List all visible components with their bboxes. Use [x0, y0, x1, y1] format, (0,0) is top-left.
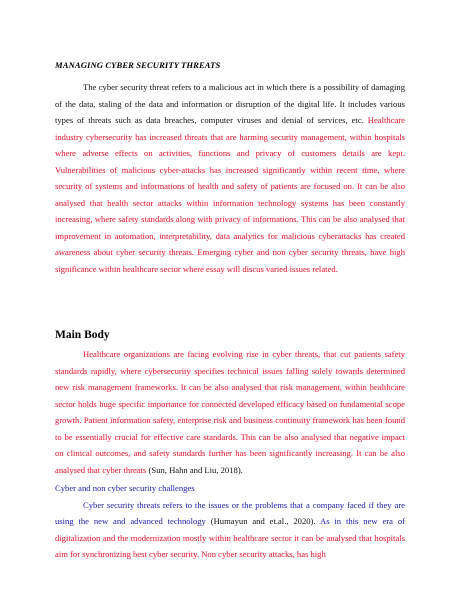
main-body-paragraph — [55, 346, 405, 478]
challenges-text-blue-tail: As in this new era of — [319, 516, 405, 526]
citation: (Sun, Hahn and Liu, 2018). — [148, 464, 243, 475]
intro-text-red: Healthcare industry cybersecurity has increased threats that are harming security management, within hospitals where adverse effects on activities, functions and privacy of customers details are kept. Vulnerabilities of malicious cyber-attacks has increased significantly within recent time, where security of systems and informations of health and safety of patients are focused on. It can be also analysed that health sector attacks within information technology systems has been constantly increasing, where safety standards along with privacy of informations. This can be also analysed that improvement in automation, interpretability, data analytics for malicious cyberattacks has created awareness about cyber security threats. Emerging cyber and non cyber security threats, have high significance within healthcare sector where essay will discus varied issues related. — [55, 115, 405, 274]
intro-paragraph — [55, 79, 405, 277]
challenges-paragraph — [55, 497, 405, 563]
main-body-heading: Main Body — [55, 329, 110, 341]
challenges-text-blue: Cyber security threats refers to the issues or the problems that a company faced if they are using the new and advanced technology — [55, 499, 405, 526]
citation-2: (Humayun and et.al., 2020). — [210, 516, 316, 526]
challenges-text-red: digitalization and the modernization mostly within healthcare sector it can be analysed that hospitals aim for synchronizing best cyber security. Non cyber security attacks, has high — [55, 532, 405, 559]
section-heading: MANAGING CYBER SECURITY THREATS — [55, 60, 221, 70]
intro-text-black: The cyber security threat refers to a malicious act in which there is a possibility of damaging of the data, staling of the data and information or disruption of the digital life. It includes various types of threats such as data breaches, computer viruses and denial of services, etc. — [55, 82, 405, 125]
subsection-heading: Cyber and non cyber security challenges — [55, 483, 195, 493]
main-body-text-red: Healthcare organizations are facing evolving rise in cyber threats, that cut patients safety standards rapidly, where cybersecurity specifies technical issues falling solely towards determined new risk management frameworks. It can be also analysed that risk management, within healthcare sector holds huge specific importance for connected developed efficacy based on fundamental scope growth. Patient information safety, enterprise risk and business continuity framework has been found to be essentially crucial for effective care standards. This can be also analysed that negative impact on clinical outcomes, and safety standards further has been significantly increasing. It can be also analysed that cyber threats — [55, 349, 405, 475]
